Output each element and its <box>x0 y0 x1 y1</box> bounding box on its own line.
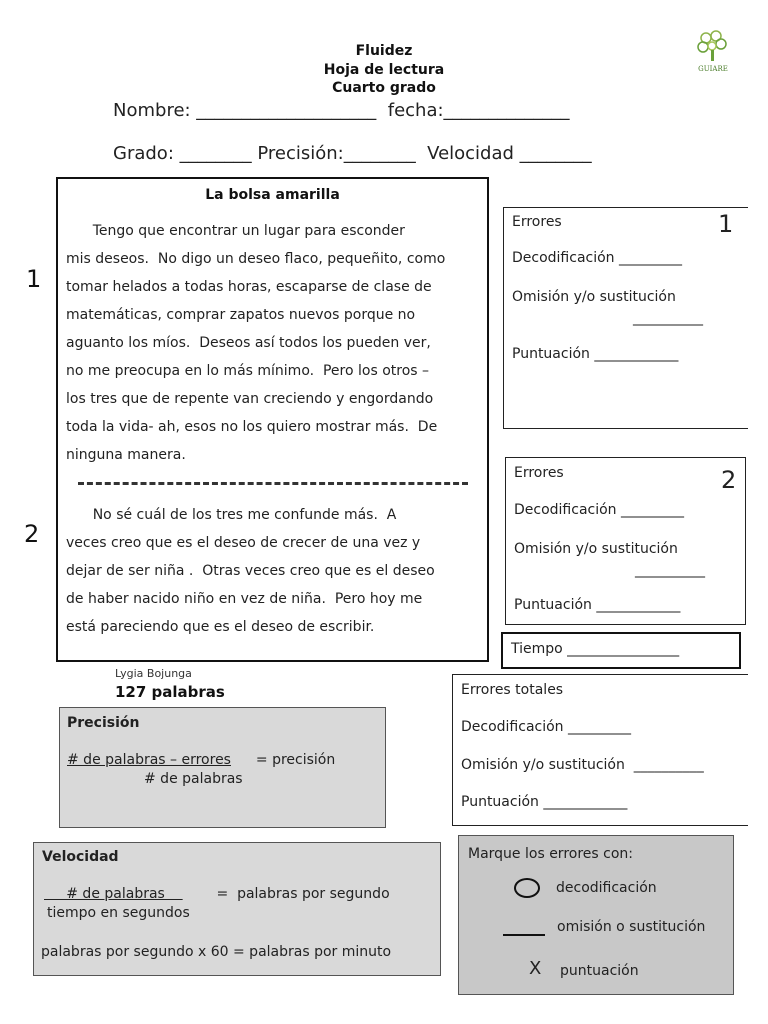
errors-box-1 <box>503 207 748 429</box>
totals-omision[interactable]: Omisión y/o sustitución __________ <box>461 757 704 773</box>
precision-denominator: # de palabras <box>144 771 243 787</box>
passage-line: está pareciendo que es el deseo de escribir. <box>66 619 375 635</box>
section-divider <box>78 482 468 485</box>
passage-line: matemáticas, comprar zapatos nuevos porque no <box>66 307 416 323</box>
errors-2-puntuacion[interactable]: Puntuación ____________ <box>514 597 681 613</box>
guiare-logo <box>690 28 736 76</box>
passage-line: los tres que de repente van creciendo y engordando <box>66 391 434 407</box>
totals-title: Errores totales <box>461 682 564 698</box>
tiempo-box <box>501 632 741 669</box>
errors-2-omision: Omisión y/o sustitución <box>514 541 678 557</box>
errors-2-number: 2 <box>721 466 737 494</box>
grado-precision-velocidad-line[interactable]: Grado: ________ Precisión:________ Velocidad ________ <box>113 143 592 164</box>
title-hoja: Hoja de lectura <box>323 62 445 78</box>
tiempo-field[interactable]: Tiempo ________________ <box>511 641 680 657</box>
errors-2-title: Errores <box>514 465 564 481</box>
errors-1-decodificacion[interactable]: Decodificación _________ <box>512 250 683 266</box>
x-mark-icon: X <box>529 958 542 979</box>
legend-box <box>458 835 734 995</box>
passage-line: dejar de ser niña . Otras veces creo que es el deseo <box>66 563 435 579</box>
errors-1-puntuacion[interactable]: Puntuación ____________ <box>512 346 679 362</box>
velocidad-numerator: # de palabras <box>44 886 183 902</box>
underline-mark-icon <box>503 934 545 936</box>
circle-mark-icon <box>514 878 540 898</box>
passage-line: mis deseos. No digo un deseo flaco, pequeñito, como <box>66 251 446 267</box>
legend-x-label: puntuación <box>560 963 639 979</box>
velocidad-box <box>33 842 441 976</box>
logo-text: GUIARE <box>698 65 728 73</box>
passage-line: de haber nacido niño en vez de niña. Pero hoy me <box>66 591 423 607</box>
passage-title: La bolsa amarilla <box>205 187 340 203</box>
passage-line: veces creo que es el deseo de crecer de una vez y <box>66 535 421 551</box>
errors-1-number: 1 <box>718 210 734 238</box>
passage-line: toda la vida- ah, esos no los quiero mostrar más. De <box>66 419 438 435</box>
totals-decodificacion[interactable]: Decodificación _________ <box>461 719 632 735</box>
passage-line: tomar helados a todas horas, escaparse de clase de <box>66 279 432 295</box>
section-1-number: 1 <box>26 265 42 293</box>
title-fluidez: Fluidez <box>355 43 413 59</box>
legend-line-label: omisión o sustitución <box>557 919 706 935</box>
errors-1-omision: Omisión y/o sustitución <box>512 289 676 305</box>
velocidad-formula: palabras por segundo x 60 = palabras por minuto <box>41 944 392 960</box>
section-2-number: 2 <box>24 520 40 548</box>
velocidad-equals: = palabras por segundo <box>212 886 390 902</box>
errors-1-omision-blank[interactable]: __________ <box>633 310 703 326</box>
legend-circle-label: decodificación <box>556 880 657 896</box>
errors-totals-box <box>452 674 748 826</box>
precision-numerator: # de palabras – errores <box>67 752 231 768</box>
word-count: 127 palabras <box>115 683 225 701</box>
totals-puntuacion[interactable]: Puntuación ____________ <box>461 794 628 810</box>
errors-box-2 <box>505 457 746 625</box>
precision-equals: = precisión <box>247 752 336 768</box>
passage-line: No sé cuál de los tres me confunde más. A <box>66 507 397 523</box>
precision-title: Precisión <box>67 715 140 731</box>
legend-title: Marque los errores con: <box>468 846 633 862</box>
errors-2-decodificacion[interactable]: Decodificación _________ <box>514 502 685 518</box>
nombre-fecha-line[interactable]: Nombre: ____________________ fecha:______________ <box>113 100 570 121</box>
velocidad-title: Velocidad <box>42 849 119 865</box>
errors-2-omision-blank[interactable]: __________ <box>635 562 705 578</box>
title-grado: Cuarto grado <box>332 80 436 96</box>
errors-1-title: Errores <box>512 214 562 230</box>
passage-line: aguanto los míos. Deseos así todos los pueden ver, <box>66 335 431 351</box>
passage-line: Tengo que encontrar un lugar para esconder <box>66 223 405 239</box>
precision-box <box>59 707 386 828</box>
passage-line: no me preocupa en lo más mínimo. Pero los otros – <box>66 363 430 379</box>
velocidad-denominator: tiempo en segundos <box>47 905 190 921</box>
author: Lygia Bojunga <box>115 667 192 680</box>
reading-passage <box>56 177 489 662</box>
passage-line: ninguna manera. <box>66 447 186 463</box>
